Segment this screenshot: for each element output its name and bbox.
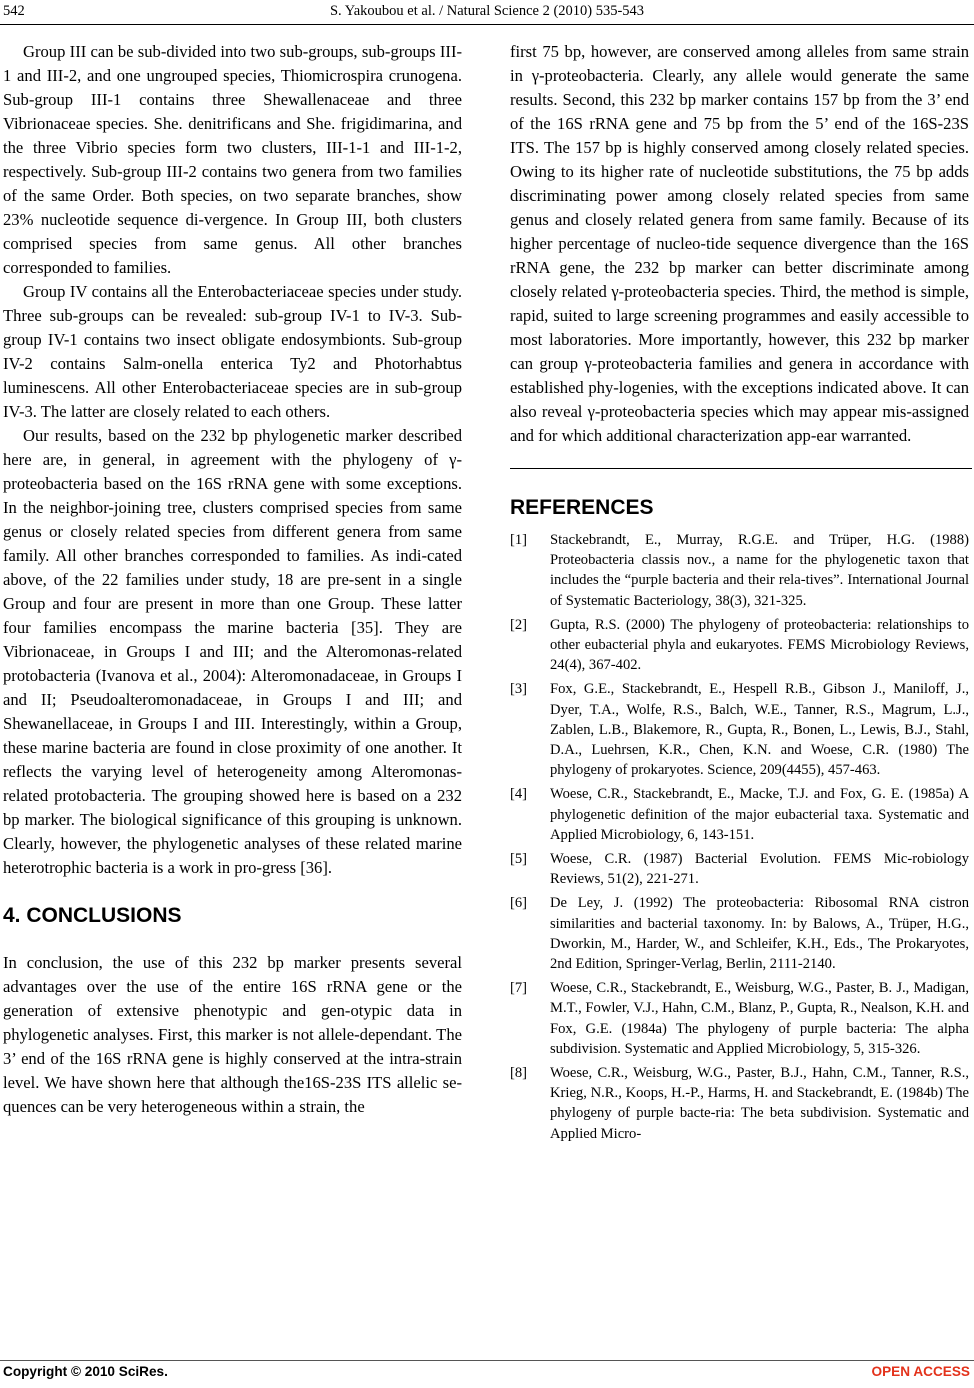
header-rule — [0, 24, 974, 25]
reference-number: [3] — [510, 681, 528, 698]
reference-number: [1] — [510, 532, 528, 548]
reference-item — [510, 978, 969, 1059]
reference-number: [6] — [510, 895, 528, 912]
reference-text: Woese, C.R., Weisburg, W.G., Paster, B.J., Hahn, C.M., Tanner, R.S., Krieg, N.R., Koops, H.-P., Harms, H. and Stackebrandt, E. (1984b) The phylogeny of purple bacte-ria: The beta subdivision. Systematic and Applied Micro- — [550, 1065, 969, 1142]
reference-text: Woese, C.R. (1987) Bacterial Evolution. FEMS Mic-robiology Reviews, 51(2), 221-271. — [550, 851, 969, 888]
reference-item — [510, 893, 969, 974]
copyright-notice: Copyright © 2010 SciRes. — [3, 1364, 168, 1379]
section-title-conclusions: 4. CONCLUSIONS — [3, 904, 182, 927]
page-header — [0, 2, 974, 24]
reference-text: Stackebrandt, E., Murray, R.G.E. and Trüper, H.G. (1988) Proteobacteria classis nov., a name for the phylogenetic taxon that includes the “purple bacteria and their rela-tives”. International Journal of Systematic Bacteriology, 38(3), 321-325. — [550, 532, 969, 609]
footer-rule — [0, 1360, 974, 1361]
paragraph-group-iv: Group IV contains all the Enterobacteriaceae species under study. Three sub-groups can be revealed: sub-group IV-1 to IV-3. Sub-group IV-1 contains two insect obligate endosymbionts. Sub-group IV-2 contains Salm-onella enterica Ty2 and Photorhabtus luminescens. All other Enterobacteriaceae species are in sub-group IV-3. The latter are closely related to each others. — [3, 282, 462, 421]
page-footer — [0, 1360, 974, 1384]
reference-number: [5] — [510, 851, 528, 868]
paragraph-conclusion: In conclusion, the use of this 232 bp marker presents several advantages over the use of the entire 16S rRNA gene or the generation of extensive phenotypic and gen-otypic data in phylogenetic analyses. First, this marker is not allele-dependant. The 3’ end of the 16S rRNA gene is highly conserved at the intra-strain level. We have shown here that although the16S-23S ITS allelic se-quences can be very heterogeneous within a strain, the — [3, 953, 462, 1116]
reference-number: [4] — [510, 786, 528, 803]
reference-number: [8] — [510, 1065, 528, 1082]
reference-text: Gupta, R.S. (2000) The phylogeny of proteobacteria: relationships to other eubacterial phyla and eukaryotes. FEMS Microbiology Reviews, 24(4), 367-402. — [550, 616, 969, 674]
reference-item — [510, 530, 969, 611]
left-column — [3, 40, 462, 1119]
reference-number: [7] — [510, 980, 528, 997]
reference-item — [510, 615, 969, 676]
reference-text: Woese, C.R., Stackebrandt, E., Weisburg, W.G., Paster, B. J., Madigan, M.T., Fowler, V.J., Hahn, C.M., Blanz, P., Gupta, R., Nealson, K.H. and Fox, G.E. (1984a) The phylogeny of purple bacteria: The alpha subdivision. Systematic and Applied Microbiology, 5, 315-326. — [550, 980, 969, 1057]
running-head: S. Yakoubou et al. / Natural Science 2 (2010) 535-543 — [329, 3, 645, 19]
paragraph-group-iii: Group III can be sub-divided into two sub-groups, sub-groups III-1 and III-2, and one ungrouped species, Thiomicrospira crunogena. Sub-group III-1 contains three Shewallenaceae and three Vibrionaceae species. She. denitrificans and She. frigidimarina, and the three Vibrio species form two clusters, III-1-1 and III-1-2, respectively. Sub-group III-2 contains two genera from two families of the same Order. Both species, on two separate branches, show 23% nucleotide sequence di-vergence. In Group III, both clusters comprised species from same genus. All other branches corresponded to families. — [3, 42, 462, 277]
reference-item — [510, 849, 969, 889]
reference-text: De Ley, J. (1992) The proteobacteria: Ribosomal RNA cistron similarities and bacterial taxonomy. In: by Balows, A., Trüper, H.G., Dworkin, M., Harder, W., and Schleifer, K.H., Eds., The Prokaryotes, 2nd Edition, Springer-Verlag, Berlin, 2111-2140. — [550, 895, 969, 973]
right-column — [510, 40, 969, 1148]
page-number: 542 — [3, 3, 25, 19]
reference-item — [510, 679, 969, 780]
paragraph-conclusion-continued: first 75 bp, however, are conserved among alleles from same strain in γ-proteobacteria. Clearly, any allele would generate the same results. Second, this 232 bp marker contains 157 bp from the 3’ end of the 16S rRNA gene and 75 bp from the 5’ end of the 16S-23S ITS. The 157 bp is highly conserved among closely related species. Owing to its higher rate of nucleotide substitutions, the 75 bp adds discriminating power among closely related species from same genus and closely related genera from same family. Because of its higher percentage of nucleo-tide sequence divergence than the 16S rRNA gene, the 232 bp marker can better discriminate among closely related γ-proteobacteria species. Third, the method is simple, rapid, suited to large screening programmes and easily accessible to most laboratories. More importantly, however, this 232 bp marker can group γ-proteobacteria families and genera in accordance with established phy-logenies, with the exceptions indicated above. It can also reveal γ-proteobacteria species which may appear mis-assigned and for which additional characterization app-ear warranted. — [510, 42, 969, 445]
reference-item — [510, 784, 969, 845]
reference-item — [510, 1063, 969, 1144]
references-title: REFERENCES — [510, 496, 654, 519]
open-access-label: OPEN ACCESS — [871, 1364, 970, 1379]
reference-text: Fox, G.E., Stackebrandt, E., Hespell R.B., Gibson J., Maniloff, J., Dyer, T.A., Wolfe, R.S., Balch, W.E., Tanner, R.S., Magrum, L.J., Zablen, L.B., Blakemore, R., Gupta, R., Bonen, L., Lewis, B.J., Stahl, D.A., Luehrsen, K.R., Chen, K.N. and Woese, C.R. (1980) The phylogeny of prokaryotes. Science, 209(4455), 457-463. — [550, 681, 969, 779]
paragraph-results: Our results, based on the 232 bp phylogenetic marker described here are, in general, in agreement with the phylogeny of γ-proteobacteria based on the 16S rRNA gene with some exceptions. In the neighbor-joining tree, clusters comprised species from same genus or closely related species from different genera from same family. All other branches corresponded to families. As indi-cated above, of the 22 families under study, 18 are pre-sent in a single Group and four are present in more than one Group. These latter four families encompass the marine bacteria [35]. They are Vibrionaceae, in Groups I and III; and the Alteromonas-related protobacteria (Ivanova et al., 2004): Alteromonadaceae, in Groups I and II; Pseudoalteromonadaceae, in Groups I and III; and Shewanellaceae, in Groups I and III. Interestingly, within a Group, these marine bacteria are found in close proximity of one another. It reflects the varying level of heterogeneity among Alteromonas-related protobacteria. The grouping showed here is based on a 232 bp marker. The biological significance of this grouping is unknown. Clearly, however, the phylogenetic analyses of these related marine heterotrophic bacteria is a work in pro-gress [36]. — [3, 426, 462, 877]
reference-text: Woese, C.R., Stackebrandt, E., Macke, T.J. and Fox, G. E. (1985a) A phylogenetic definition of the major eubacterial taxa. Systematic and Applied Microbiology, 6, 143-151. — [550, 786, 969, 843]
reference-list — [510, 530, 969, 1144]
section-divider — [510, 468, 972, 469]
reference-number: [2] — [510, 616, 528, 633]
